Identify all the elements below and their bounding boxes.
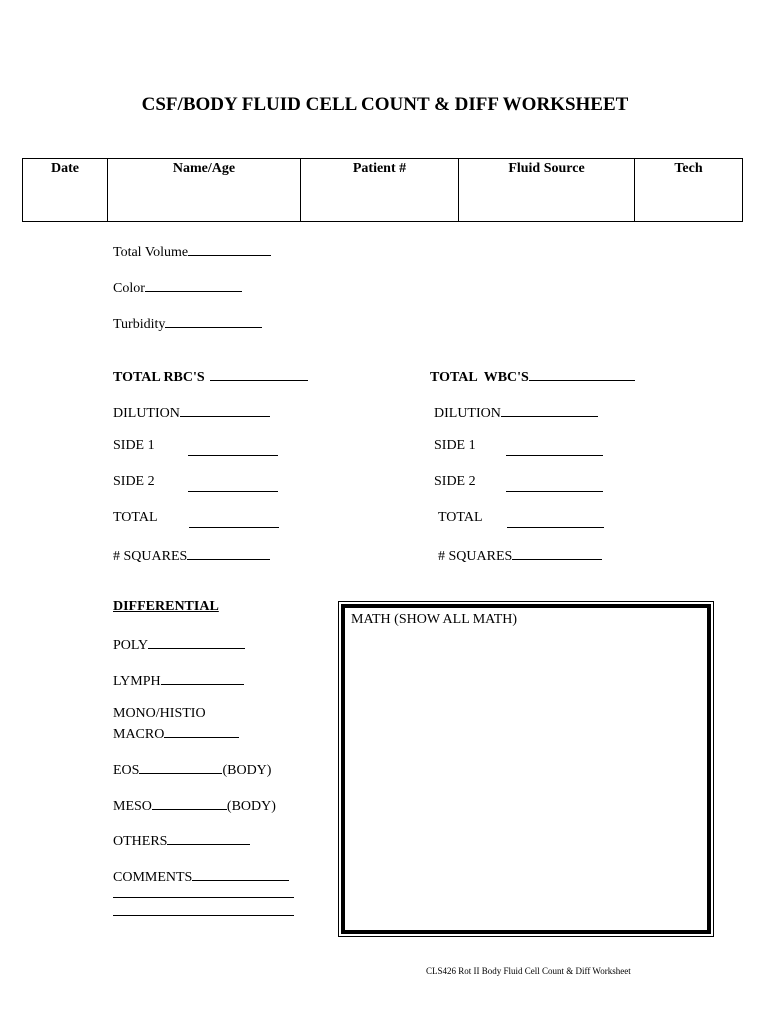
turbidity-blank[interactable]	[165, 314, 262, 328]
total-volume-label: Total Volume	[113, 245, 189, 260]
rbc-side1-field	[113, 438, 155, 454]
others-label: OTHERS	[113, 834, 168, 849]
color-label: Color	[113, 281, 145, 296]
wbc-side2-blank[interactable]	[506, 478, 603, 492]
wbc-dilution-blank[interactable]	[501, 403, 598, 417]
wbc-squares-blank[interactable]	[512, 546, 602, 560]
poly-field	[113, 635, 245, 654]
rbc-side1-blank[interactable]	[188, 442, 278, 456]
comments-field	[113, 867, 289, 886]
rbc-total-blank[interactable]	[189, 514, 279, 528]
meso-blank[interactable]	[152, 796, 227, 810]
lymph-blank[interactable]	[161, 671, 244, 685]
others-field	[113, 831, 250, 850]
rbc-total-field	[113, 510, 158, 526]
eos-field	[113, 760, 271, 779]
comments-blank[interactable]	[192, 867, 289, 881]
patient-info-table	[22, 158, 743, 222]
footer-text: CLS426 Rot II Body Fluid Cell Count & Diff Worksheet	[426, 966, 631, 976]
total-rbc-field	[113, 367, 308, 386]
rbc-dilution-blank[interactable]	[180, 403, 270, 417]
rbc-dilution-label: DILUTION	[113, 406, 180, 421]
eos-label: EOS	[113, 763, 140, 778]
wbc-total-label: TOTAL	[438, 510, 483, 525]
lymph-label: LYMPH	[113, 674, 161, 689]
differential-heading: DIFFERENTIAL	[113, 599, 219, 614]
lymph-field	[113, 671, 244, 690]
wbc-total-blank[interactable]	[507, 514, 604, 528]
date-column-header: Date	[23, 159, 108, 222]
eos-body-suffix: (BODY)	[222, 763, 272, 778]
rbc-squares-blank[interactable]	[187, 546, 270, 560]
color-blank[interactable]	[145, 278, 242, 292]
name-age-column-header: Name/Age	[108, 159, 301, 222]
rbc-side1-label: SIDE 1	[113, 438, 155, 453]
color-field	[113, 278, 242, 297]
others-blank[interactable]	[167, 831, 250, 845]
eos-blank[interactable]	[139, 760, 222, 774]
macro-field	[113, 724, 239, 743]
rbc-squares-field	[113, 546, 270, 565]
wbc-dilution-label: DILUTION	[434, 406, 501, 421]
rbc-side2-field	[113, 474, 155, 490]
comments-line-2[interactable]	[113, 897, 294, 898]
wbc-squares-label: # SQUARES	[438, 549, 513, 564]
rbc-squares-label: # SQUARES	[113, 549, 188, 564]
turbidity-label: Turbidity	[113, 317, 166, 332]
poly-blank[interactable]	[148, 635, 245, 649]
total-wbc-field	[430, 367, 635, 386]
wbc-side1-field	[434, 438, 476, 454]
worksheet-title: CSF/BODY FLUID CELL COUNT & DIFF WORKSHEET	[141, 94, 629, 115]
rbc-side2-blank[interactable]	[188, 478, 278, 492]
rbc-side2-label: SIDE 2	[113, 474, 155, 489]
patient-number-column-header: Patient #	[301, 159, 459, 222]
meso-field	[113, 796, 276, 815]
total-wbc-label: TOTAL WBC'S	[430, 370, 529, 385]
wbc-dilution-field	[434, 403, 598, 422]
wbc-side1-blank[interactable]	[506, 442, 603, 456]
fluid-source-column-header: Fluid Source	[459, 159, 635, 222]
meso-body-suffix: (BODY)	[226, 799, 276, 814]
poly-label: POLY	[113, 638, 149, 653]
comments-line-3[interactable]	[113, 915, 294, 916]
wbc-side2-label: SIDE 2	[434, 474, 476, 489]
wbc-side2-field	[434, 474, 476, 490]
meso-label: MESO	[113, 799, 152, 814]
macro-blank[interactable]	[164, 724, 239, 738]
wbc-total-field	[438, 510, 483, 526]
rbc-dilution-field	[113, 403, 270, 422]
tech-column-header: Tech	[635, 159, 743, 222]
comments-label: COMMENTS	[113, 870, 193, 885]
wbc-squares-field	[438, 546, 602, 565]
math-box-label: MATH (SHOW ALL MATH)	[351, 612, 518, 627]
macro-label: MACRO	[113, 727, 165, 742]
turbidity-field	[113, 314, 262, 333]
total-wbc-blank[interactable]	[529, 367, 635, 381]
total-rbc-label: TOTAL RBC'S	[113, 370, 205, 385]
rbc-total-label: TOTAL	[113, 510, 158, 525]
total-volume-field	[113, 242, 271, 261]
math-work-box[interactable]	[341, 604, 711, 934]
mono-histio-label: MONO/HISTIO	[113, 706, 206, 721]
total-rbc-blank[interactable]	[210, 367, 308, 381]
wbc-side1-label: SIDE 1	[434, 438, 476, 453]
total-volume-blank[interactable]	[188, 242, 271, 256]
